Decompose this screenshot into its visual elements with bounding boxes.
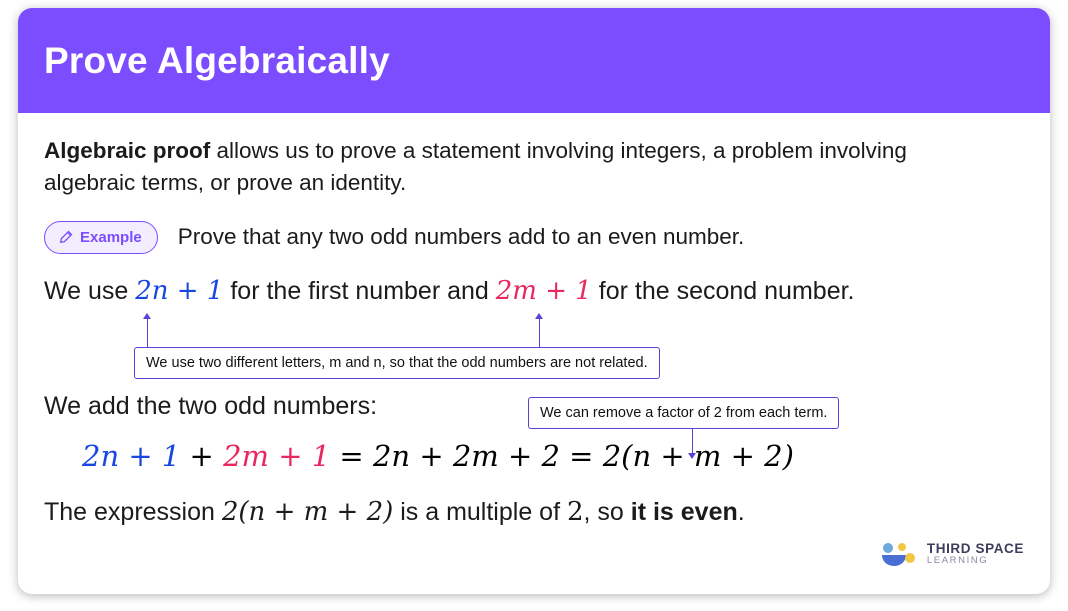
- conclusion-text-a: The expression: [44, 497, 222, 526]
- expression-2m-plus-1: 2m + 1: [495, 275, 592, 306]
- equation-factored: 2(n + m + 2): [602, 438, 794, 473]
- equation-plus: +: [180, 438, 224, 473]
- callout-two-arrowhead: [688, 453, 696, 459]
- conclusion-line: [44, 497, 1024, 527]
- callout-one-arrow-right-stem: [539, 319, 540, 347]
- third-space-logo-icon: [879, 540, 919, 568]
- step-two-line: We add the two odd numbers:: [44, 391, 378, 420]
- conclusion-expression: 2(n + m + 2): [221, 496, 394, 527]
- conclusion-bold: it is even: [630, 497, 738, 526]
- intro-paragraph: [44, 135, 1004, 199]
- callout-one-arrow-left-stem: [147, 319, 148, 347]
- lesson-card: [18, 8, 1050, 594]
- callout-one-arrowhead-left: [143, 313, 151, 319]
- equation-term-2: 2m + 1: [223, 438, 331, 473]
- callout-different-letters: We use two different letters, m and n, so that the odd numbers are not related.: [134, 347, 660, 379]
- example-row: [44, 221, 1024, 254]
- conclusion-text-c: , so: [583, 497, 631, 526]
- step-one-text-b: for the first number and: [223, 276, 496, 305]
- example-statement: Prove that any two odd numbers add to an even number.: [177, 224, 745, 250]
- equation-term-1: 2n + 1: [82, 438, 181, 473]
- step-one-text-c: for the second number.: [591, 276, 855, 305]
- callout-two-arrow-stem: [692, 429, 693, 455]
- example-badge-label: Example: [80, 228, 142, 246]
- callout-one-arrowhead-right: [535, 313, 543, 319]
- brand-name-line-2: LEARNING: [926, 555, 989, 567]
- callout-remove-factor: We can remove a factor of 2 from each term.: [528, 397, 839, 429]
- example-badge: [44, 221, 158, 254]
- expression-2n-plus-1: 2n + 1: [135, 275, 224, 306]
- page-title: Prove Algebraically: [44, 39, 390, 81]
- step-one-line: [44, 276, 1024, 306]
- equation-equals-1: =: [330, 438, 373, 473]
- step-one-text-a: We use: [44, 276, 136, 305]
- conclusion-text-d: .: [737, 497, 745, 526]
- card-body: [18, 113, 1050, 594]
- intro-bold-lead: Algebraic proof: [44, 138, 211, 163]
- brand-logo-text: [927, 542, 1024, 566]
- conclusion-number: 2: [566, 496, 584, 527]
- brand-name-line-1: THIRD SPACE: [926, 540, 1024, 556]
- conclusion-text-b: is a multiple of: [393, 497, 567, 526]
- brand-logo: [879, 540, 1024, 568]
- equation-line: [82, 439, 1024, 473]
- pencil-icon: [58, 230, 73, 245]
- equation-middle: 2n + 2m + 2: [372, 438, 560, 473]
- equation-equals-2: =: [559, 438, 603, 473]
- intro-rest: allows us to prove a statement involving integers, a problem involving algebraic terms, or prove an identity.: [44, 138, 907, 195]
- card-header: [18, 8, 1050, 113]
